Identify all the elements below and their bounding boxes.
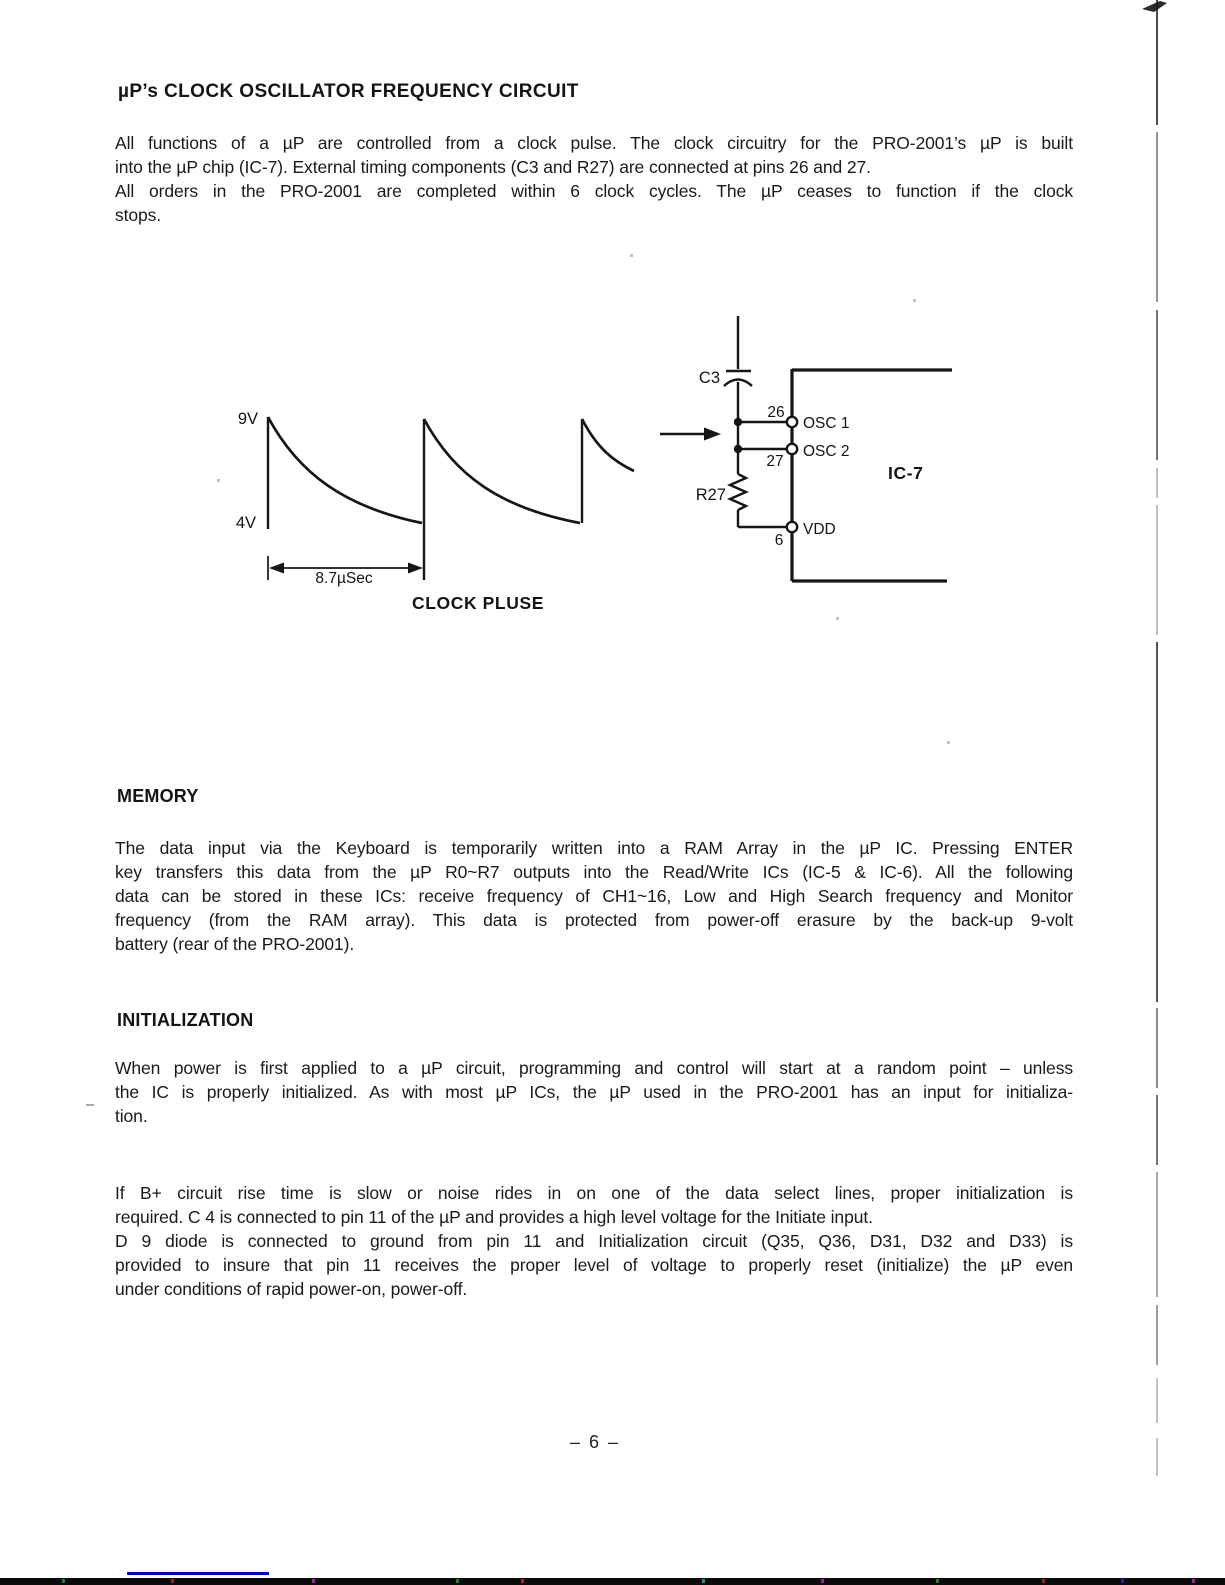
- scan-fold-line-segment: [1156, 132, 1158, 302]
- text-line: required. C 4 is connected to pin 11 of the µP and provides a high level voltage for the Initiate input.: [115, 1207, 873, 1227]
- scan-fold-line-segment: [1156, 1008, 1158, 1088]
- scan-fold-line-segment: [1156, 1095, 1158, 1165]
- waveform-caption: CLOCK PLUSE: [411, 593, 545, 613]
- waveform-high-label: 9V: [237, 410, 258, 428]
- pin-circle-6: [787, 522, 797, 532]
- clock-oscillator-diagram: [0, 280, 1000, 620]
- text-line: All orders in the PRO-2001 are completed within 6 clock cycles. The µP ceases to function if the clock: [115, 181, 1073, 201]
- initialization-heading: INITIALIZATION: [117, 1010, 254, 1030]
- scan-speck: [836, 617, 839, 620]
- text-line: the IC is properly initialized. As with most µP ICs, the µP used in the PRO-2001 has an input for initializa-: [115, 1082, 1073, 1102]
- scan-fold-line-segment: [1156, 1172, 1158, 1297]
- scan-fold-line-segment: [1156, 1378, 1158, 1423]
- pin-circle-26: [787, 417, 797, 427]
- arrow-head: [704, 428, 721, 441]
- scan-speck: [217, 479, 220, 482]
- vdd-label: VDD: [803, 521, 836, 538]
- text-line: key transfers this data from the µP R0~R7 outputs into the Read/Write ICs (IC-5 & IC-6). All the following: [115, 862, 1073, 882]
- ic7-label: IC-7: [888, 463, 924, 483]
- clock-waveform: [236, 410, 634, 613]
- scan-fold-line-segment: [1156, 0, 1158, 125]
- text-line: data can be stored in these ICs: receive frequency of CH1~16, Low and High Search frequency and Monitor: [115, 886, 1073, 906]
- waveform-decay-1: [268, 417, 422, 523]
- scan-fold-line-segment: [1156, 468, 1158, 498]
- oscillator-circuit: [696, 316, 952, 581]
- scan-fold-line-segment: [1156, 642, 1158, 1002]
- text-line: When power is first applied to a µP circuit, programming and control will start at a random point – unless: [115, 1058, 1073, 1078]
- pin6-number: 6: [774, 532, 784, 549]
- waveform-decay-2: [424, 419, 580, 523]
- blue-underline-artifact: [127, 1572, 269, 1575]
- memory-heading: MEMORY: [117, 786, 199, 806]
- page-title: µP’s CLOCK OSCILLATOR FREQUENCY CIRCUIT: [118, 81, 579, 102]
- scan-fold-line-segment: [1156, 505, 1158, 635]
- text-line: frequency (from the RAM array). This data is protected from power-off erasure by the back-up 9-volt: [115, 910, 1073, 930]
- text-line: stops.: [115, 205, 162, 225]
- memory-paragraph: [115, 836, 1073, 956]
- scan-speck: [630, 254, 633, 257]
- text-line: If B+ circuit rise time is slow or noise rides in on one of the data select lines, proper initialization is: [115, 1183, 1073, 1203]
- initialization-paragraph: [115, 1056, 1073, 1128]
- text-line: into the µP chip (IC-7). External timing components (C3 and R27) are connected at pins 26 and 27.: [115, 157, 871, 177]
- scan-fold-line-segment: [1156, 1305, 1158, 1365]
- scan-speck: [913, 299, 916, 302]
- text-line: battery (rear of the PRO-2001).: [115, 934, 355, 954]
- text-line: provided to insure that pin 11 receives the proper level of voltage to properly reset (initialize) the µP even: [115, 1255, 1073, 1275]
- junction-node-osc1: [734, 418, 742, 426]
- osc2-label: OSC 2: [803, 443, 850, 460]
- text-line: All functions of a µP are controlled from a clock pulse. The clock circuitry for the PRO-2001’s µP is built: [115, 133, 1073, 153]
- resistor-symbol: [730, 474, 746, 510]
- scan-speck: [86, 1104, 94, 1106]
- scan-fold-line-segment: [1156, 310, 1158, 460]
- text-line: D 9 diode is connected to ground from pin 11 and Initialization circuit (Q35, Q36, D31, D32 and D33) is: [115, 1231, 1073, 1251]
- pin26-number: 26: [767, 404, 785, 421]
- text-line: tion.: [115, 1106, 148, 1126]
- waveform-low-label: 4V: [235, 514, 256, 532]
- resistor-label: R27: [695, 486, 726, 504]
- transfer-arrow: [660, 428, 721, 441]
- text-line: under conditions of rapid power-on, power-off.: [115, 1279, 468, 1299]
- text-line: The data input via the Keyboard is temporarily written into a RAM Array in the µP IC. Pressing ENTER: [115, 838, 1073, 858]
- period-label: 8.7µSec: [315, 570, 373, 587]
- waveform-decay-3: [582, 419, 634, 471]
- dimension-arrowhead-right: [408, 563, 423, 574]
- junction-node-osc2: [734, 445, 742, 453]
- corner-pen-mark: [1140, 0, 1172, 14]
- intro-paragraph: [115, 131, 1073, 227]
- page-number: – 6 –: [569, 1432, 621, 1452]
- scan-fold-line-segment: [1156, 1438, 1158, 1476]
- pin27-number: 27: [766, 453, 784, 470]
- scan-speck: [947, 741, 950, 744]
- osc1-label: OSC 1: [803, 415, 850, 432]
- capacitor-label: C3: [698, 369, 720, 387]
- dimension-arrowhead-left: [269, 563, 284, 574]
- pin-circle-27: [787, 444, 797, 454]
- power-note-paragraph: [115, 1181, 1073, 1301]
- scanner-edge-band: [0, 1578, 1225, 1585]
